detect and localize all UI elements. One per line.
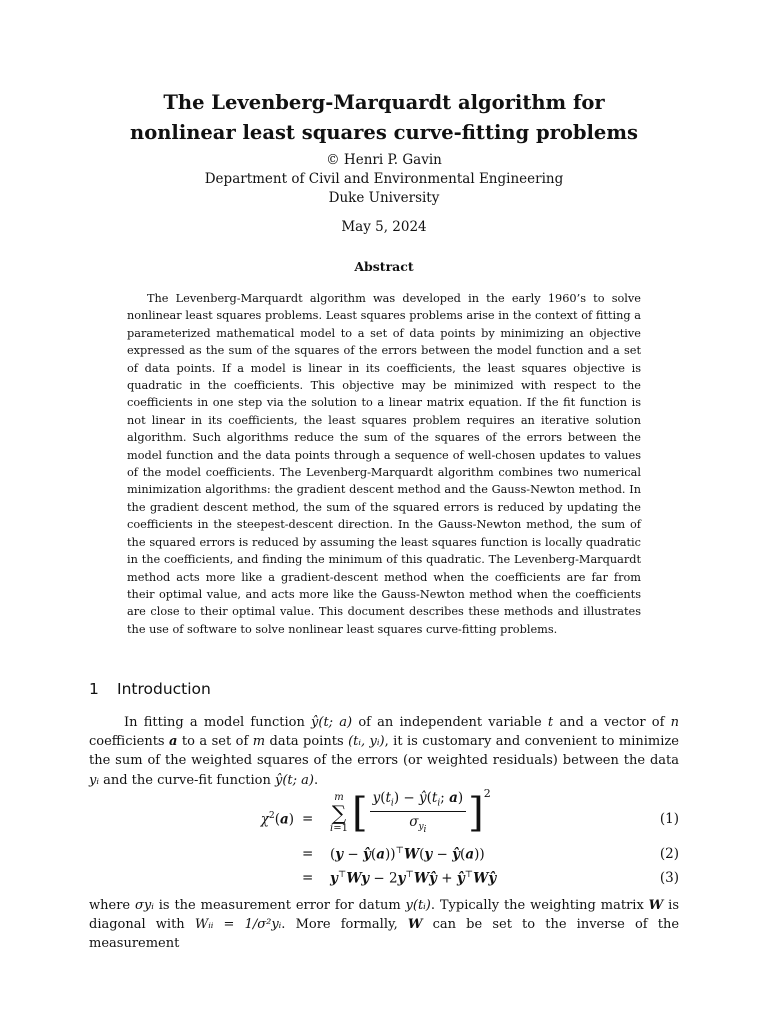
math-n: n — [670, 715, 679, 730]
author-block — [0, 151, 768, 208]
math-sigma: σyᵢ — [135, 898, 154, 913]
intro-text: and a vector of — [553, 715, 671, 730]
right-bracket: ] — [468, 789, 484, 836]
para-text: is the measurement error for datum — [153, 898, 406, 913]
para-text: . Typically the weighting matrix — [430, 898, 649, 913]
left-bracket: [ — [351, 789, 368, 836]
eq1-rhs: m ∑ i=1 [ $\frac{y(t_i) - ŷ(t_i; a)}{\sigma_{y_i}}$ ]$^2$ — [330, 786, 491, 836]
math-curve-fit-function: ŷ(t; a) — [274, 772, 314, 788]
math-datum: y(tᵢ) — [405, 898, 431, 913]
math-data-points: (tᵢ, yᵢ) — [348, 734, 385, 750]
intro-text: data points — [265, 734, 349, 750]
eq3-equals: = — [302, 870, 314, 886]
math-yi: yᵢ — [89, 772, 99, 788]
section-title: Introduction — [117, 680, 211, 698]
equation-3 — [0, 870, 768, 890]
math-Wii: Wᵢᵢ = 1/σ²yᵢ — [194, 917, 282, 933]
author-department: Department of Civil and Environmental Engineering — [204, 171, 564, 187]
section-heading — [89, 680, 211, 698]
intro-text: In fitting a model function — [124, 715, 312, 730]
eq1-equals: = — [302, 811, 314, 827]
para-text: is diagonal with — [89, 898, 679, 933]
author-university: Duke University — [328, 190, 440, 206]
equation-number: (2) — [659, 846, 679, 862]
after-equations-paragraph — [89, 896, 679, 954]
equation-number: (1) — [659, 811, 679, 827]
math-W: W — [407, 917, 423, 933]
equation-1 — [0, 786, 768, 846]
para-text: where — [89, 898, 135, 913]
equation-2 — [0, 846, 768, 866]
intro-paragraph — [89, 713, 679, 790]
intro-text: to a set of — [177, 734, 253, 750]
intro-text: and the curve-fit function — [98, 772, 275, 788]
intro-text: . — [313, 772, 319, 788]
math-m: m — [252, 734, 266, 750]
math-a: a — [169, 734, 178, 750]
paper-title — [0, 88, 768, 148]
title-line-2: nonlinear least squares curve-fitting problems — [130, 121, 638, 144]
para-text: can be set to the inverse of the measurement — [89, 917, 680, 952]
eq1-lhs: $\chi^2(a)$ — [260, 811, 294, 828]
intro-text: of an independent variable — [352, 715, 548, 730]
author-name: © Henri P. Gavin — [326, 152, 442, 168]
para-text: . More formally, — [281, 917, 408, 933]
intro-text: coefficients — [89, 734, 170, 750]
math-t: t — [547, 715, 554, 730]
equation-number: (3) — [659, 870, 679, 886]
math-W: W — [648, 898, 664, 913]
eq2-equals: = — [302, 846, 314, 862]
abstract-heading: Abstract — [354, 259, 414, 274]
eq3-rhs: y⊤Wy − 2y⊤Wŷ + ŷ⊤Wŷ — [330, 870, 497, 887]
eq1-fraction: $\frac{y(t_i) - ŷ(t_i; a)}{\sigma_{y_i}}$ — [370, 790, 467, 835]
abstract-text: The Levenberg-Marquardt algorithm was developed in the early 1960’s to solve nonlinear least squares problems. Least squares problems arise in the context of fitting a parameterized mathematical model to a set of data points by minimizing an objective expressed as the sum of the squares of the errors between the model function and a set of data points. If a model is linear in its coefficients, the least squares objective is quadratic in the coefficients. This objective may be minimized with respect to the coefficients in one step via the solution to a linear matrix equation. If the fit function is not linear in its coefficients, the least squares problem requires an iterative solution algorithm. Such algorithms reduce the sum of the squares of the errors between the model function and the data points through a sequence of well-chosen updates to values of the model coefficients. The Levenberg-Marquardt algorithm combines two numerical minimization algorithms: the gradient descent method and the Gauss-Newton method. In the gradient descent method, the sum of the squared errors is reduced by updating the coefficients in the steepest-descent direction. In the Gauss-Newton method, the sum of the squared errors is reduced by assuming the least squares function is locally quadratic in the coefficients, and finding the minimum of this quadratic. The Levenberg-Marquardt method acts more like a gradient-descent method when the coefficients are far from their optimal value, and acts more like the Gauss-Newton method when the coefficients are close to their optimal value. This document describes these methods and illustrates the use of software to solve nonlinear least squares curve-fitting problems. — [127, 292, 641, 636]
title-line-1: The Levenberg-Marquardt algorithm for — [163, 91, 605, 114]
paper-date: May 5, 2024 — [341, 219, 427, 235]
eq2-rhs: (y − ŷ(a))⊤W(y − ŷ(a)) — [330, 846, 485, 863]
math-model-function: ŷ(t; a) — [311, 715, 353, 730]
section-number: 1 — [89, 680, 99, 698]
summation-sign: m ∑ i=1 — [330, 791, 348, 834]
intro-text: , it is customary and convenient to minimize the sum of the weighted squares of the errors (or weighted residuals) between the data — [89, 734, 679, 769]
